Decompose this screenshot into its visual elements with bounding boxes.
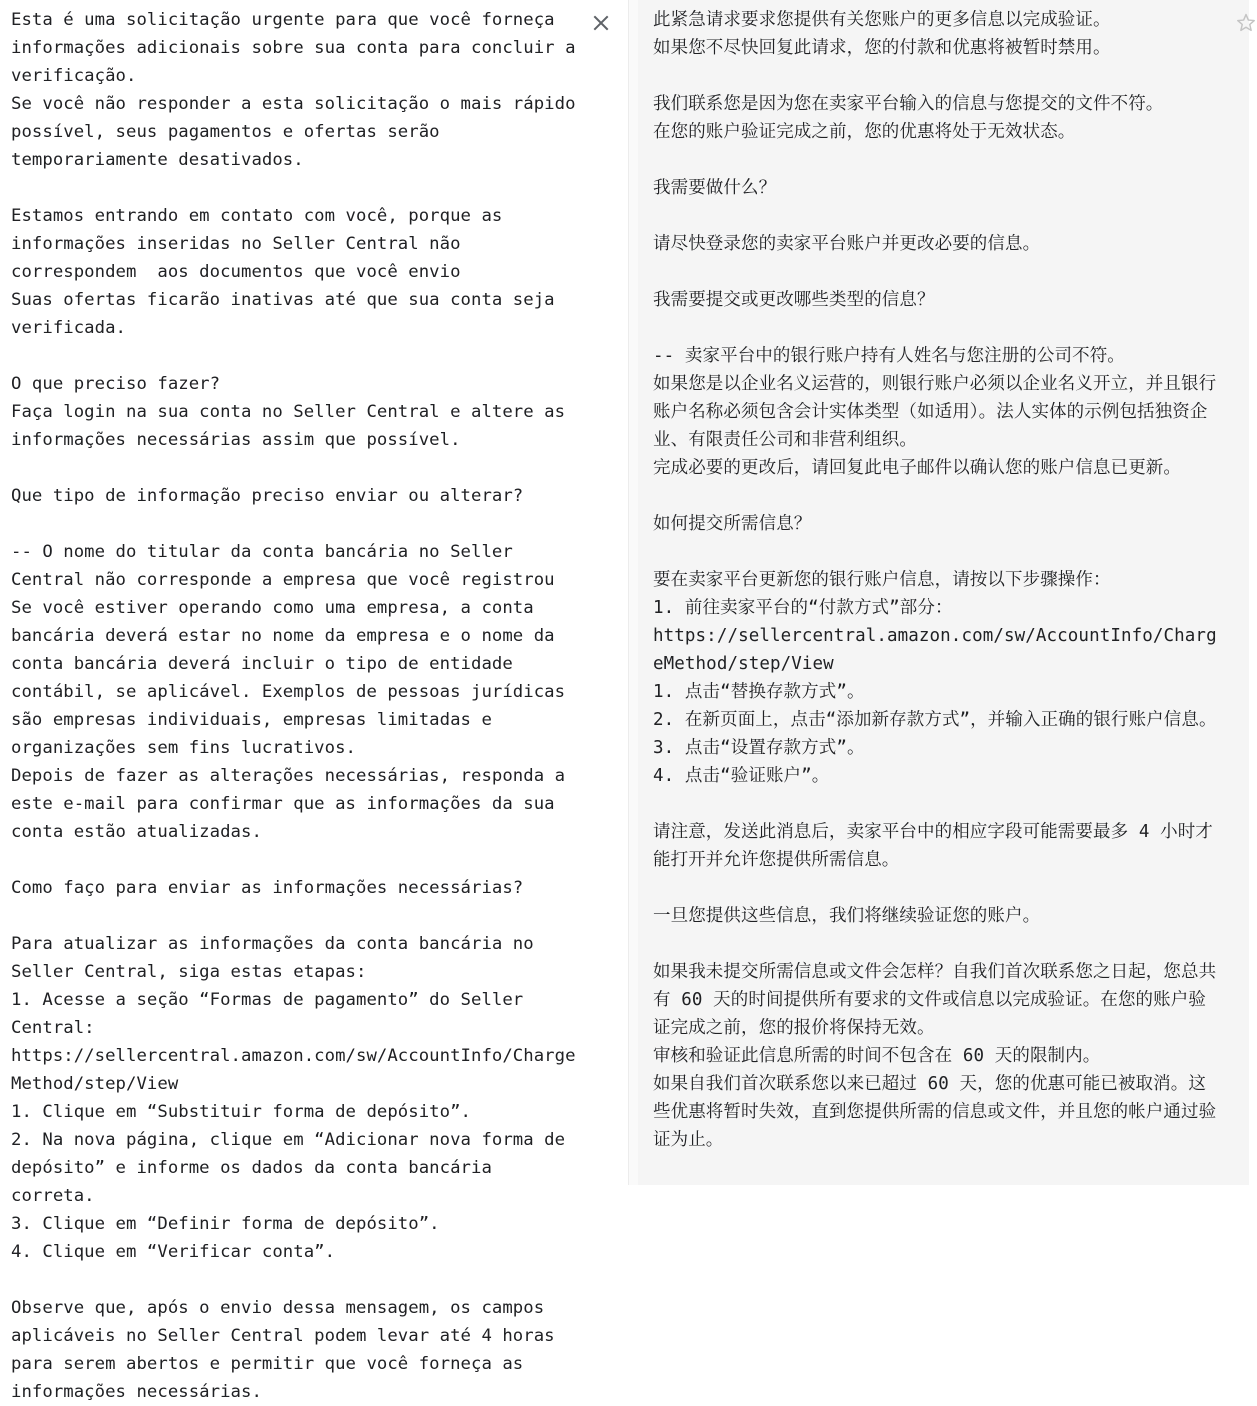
source-text-area[interactable]: Esta é uma solicitação urgente para que você forneça informações adicionais sobre sua conta para concluir a verificação. Se você não responder a esta solicitação o mais rápido possível, seus pagamentos e ofertas serão temporariamente desativados. Estamos entrando em contato com você, porque as informações inseridas no Seller Central não correspondem aos documentos que você envio Suas ofertas ficarão inativas até que sua conta seja verificada. O que preciso fazer? Faça login na sua conta no Seller Central e altere as informações necessárias assim que possível. Que tipo de informação preciso enviar ou alterar? -- O nome do titular da conta bancária no Seller Central não corresponde a empresa que você registrou Se você estiver operando como uma empresa, a conta bancária deverá estar no nome da empresa e o nome da conta bancária deverá incluir o tipo de entidade contábil, se aplicável. Exemplos de pessoas jurídicas são empresas individuais, empresas limitadas e organizações sem fins lucrativos. Depois de fazer as alterações necessárias, responda a este e-mail para confirmar que as informações da sua conta estão atualizadas. Como faço para enviar as informações necessárias? Para atualizar as informações da conta bancária no Seller Central, siga estas etapas: 1. Acesse a seção “Formas de pagamento” do Seller Central: https://sellercentral.amazon.com/sw/AccountInfo/ChargeMethod/step/View 1. Clique em “Substituir forma de depósito”. 2. Na nova página, clique em “Adicionar nova forma de depósito” e informe os dados da conta bancária correta. 3. Clique em “Definir forma de depósito”. 4. Clique em “Verificar conta”. Observe que, após o envio dessa mensagem, os campos aplicáveis no Seller Central podem levar até 4 horas para serem abertos e permitir que você forneça as informações necessárias. [11,10,576,1402]
close-icon [593,15,609,31]
translation-text: 此紧急请求要求您提供有关您账户的更多信息以完成验证。 如果您不尽快回复此请求，您的付款和优惠将被暂时禁用。 我们联系您是因为您在卖家平台输入的信息与您提交的文件不符。 在您的账户验证完成之前，您的优惠将处于无效状态。 我需要做什么？ 请尽快登录您的卖家平台账户并更改必要的信息。 我需要提交或更改哪些类型的信息？ -- 卖家平台中的银行账户持有人姓名与您注册的公司不符。 如果您是以企业名义运营的，则银行账户必须以企业名义开立，并且银行账户名称必须包含会计实体类型（如适用）。法人实体的示例包括独资企业、有限责任公司和非营利组织。 完成必要的更改后，请回复此电子邮件以确认您的账户信息已更新。 如何提交所需信息？ 要在卖家平台更新您的银行账户信息，请按以下步骤操作： 1. 前往卖家平台的“付款方式”部分： https://sellercentral.amazon.com/sw/AccountInfo/ChargeMethod/step/View 1. 点击“替换存款方式”。 2. 在新页面上，点击“添加新存款方式”，并输入正确的银行账户信息。 3. 点击“设置存款方式”。 4. 点击“验证账户”。 请注意，发送此消息后，卖家平台中的相应字段可能需要最多 4 小时才能打开并允许您提供所需信息。 一旦您提供这些信息，我们将继续验证您的账户。 如果我未提交所需信息或文件会怎样？自我们首次联系您之日起，您总共有 60 天的时间提供所有要求的文件或信息以完成验证。在您的账户验证完成之前，您的报价将保持无效。 审核和验证此信息所需的时间不包含在 60 天的限制内。 如果自我们首次联系您以来已超过 60 天，您的优惠可能已被取消。这些优惠将暂时失效，直到您提供所需的信息或文件，并且您的帐户通过验证为止。 [653,10,1217,1150]
star-icon [1235,12,1257,34]
clear-source-button[interactable] [588,10,614,36]
source-text-pane [0,0,628,1402]
save-translation-button[interactable] [1235,12,1255,34]
translation-pane [638,0,1249,1185]
